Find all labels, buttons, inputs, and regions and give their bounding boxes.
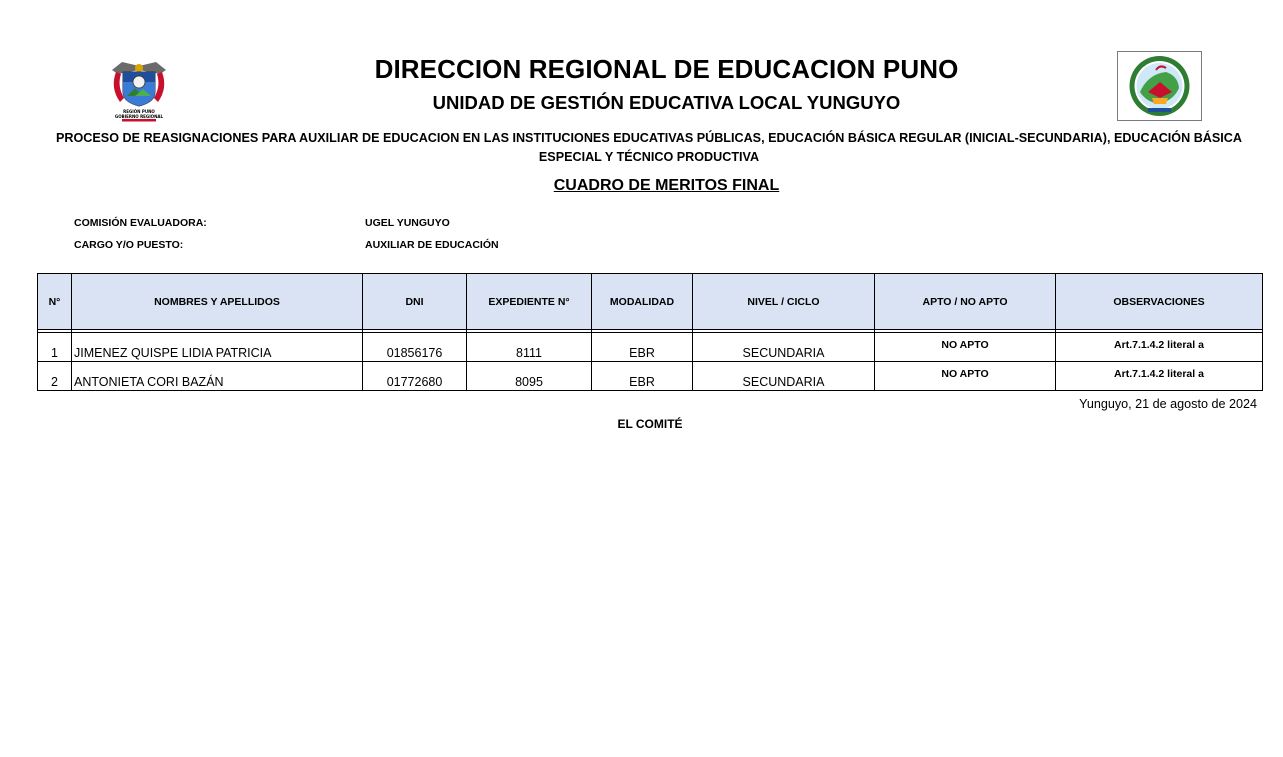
row-file-number: 8095: [467, 362, 592, 391]
row-name: JIMENEZ QUISPE LIDIA PATRICIA: [72, 333, 363, 362]
row-dni: 01772680: [363, 362, 467, 391]
position-label: CARGO Y/O PUESTO:: [74, 239, 184, 251]
merit-table: [37, 273, 1263, 391]
crest-text-1: REGIÓN PUNO: [123, 109, 155, 114]
page-subtitle: UNIDAD DE GESTIÓN EDUCATIVA LOCAL YUNGUYO: [432, 92, 901, 113]
row-number: 1: [38, 333, 72, 362]
header-number: N°: [38, 274, 72, 330]
position-value: AUXILIAR DE EDUCACIÓN: [365, 239, 499, 251]
page-title: DIRECCION REGIONAL DE EDUCACION PUNO: [374, 54, 959, 84]
row-eligibility: NO APTO: [875, 362, 1056, 391]
header-modality: MODALIDAD: [592, 274, 693, 330]
commission-label: COMISIÓN EVALUADORA:: [74, 217, 207, 229]
crest-text-2: GOBIERNO REGIONAL: [114, 114, 164, 119]
header-file-number: EXPEDIENTE N°: [467, 274, 592, 330]
header-eligibility: APTO / NO APTO: [875, 274, 1056, 330]
table-row: [38, 362, 1263, 391]
section-title: CUADRO DE MERITOS FINAL: [553, 177, 780, 194]
header-level: NIVEL / CICLO: [693, 274, 875, 330]
header-dni: DNI: [363, 274, 467, 330]
row-dni: 01856176: [363, 333, 467, 362]
committee-signature: EL COMITÉ: [617, 417, 683, 431]
row-file-number: 8111: [467, 333, 592, 362]
row-name: ANTONIETA CORI BAZÁN: [72, 362, 363, 391]
row-observations: Art.7.1.4.2 literal a: [1056, 333, 1263, 362]
row-modality: EBR: [592, 362, 693, 391]
row-eligibility: NO APTO: [875, 333, 1056, 362]
row-number: 2: [38, 362, 72, 391]
table-row: [38, 333, 1263, 362]
table-header-row: [38, 274, 1263, 330]
row-modality: EBR: [592, 333, 693, 362]
header-names: NOMBRES Y APELLIDOS: [72, 274, 363, 330]
commission-value: UGEL YUNGUYO: [365, 217, 450, 229]
row-level: SECUNDARIA: [693, 362, 875, 391]
row-level: SECUNDARIA: [693, 333, 875, 362]
header-observations: OBSERVACIONES: [1056, 274, 1263, 330]
row-observations: Art.7.1.4.2 literal a: [1056, 362, 1263, 391]
document-date: Yunguyo, 21 de agosto de 2024: [1079, 397, 1257, 411]
process-description: PROCESO DE REASIGNACIONES PARA AUXILIAR DE EDUCACION EN LAS INSTITUCIONES EDUCATIVAS PÚBLICAS, EDUCACIÓN BÁSICA REGULAR (INICIAL-SECUNDARIA), EDUCACIÓN BÁSICA ESPECIAL Y TÉCNICO PRODUCTIVA: [56, 131, 1242, 164]
